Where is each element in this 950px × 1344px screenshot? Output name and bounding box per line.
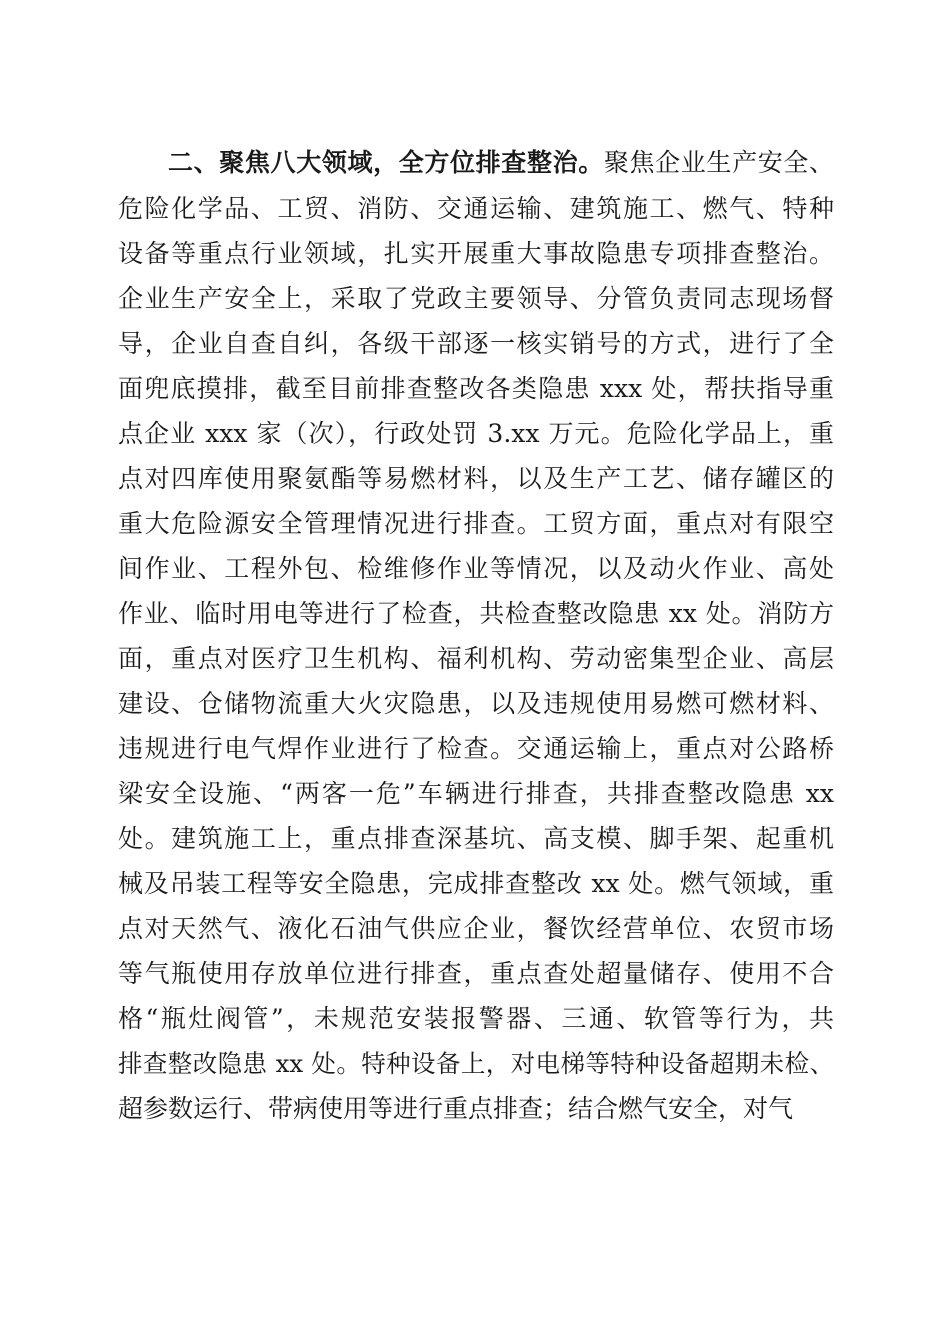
paragraph-line-17: 械及吊装工程等安全隐患，完成排查整改 xx 处。燃气领域，重 (118, 869, 834, 898)
paragraph-line-14: 违规进行电气焊作业进行了检查。交通运输上，重点对公路桥 (118, 734, 834, 763)
paragraph-line-8: 点对四库使用聚氨酯等易燃材料，以及生产工艺、储存罐区的 (118, 464, 834, 493)
paragraph-line-3: 设备等重点行业领域，扎实开展重大事故隐患专项排查整治。 (118, 239, 834, 268)
paragraph-line-10: 间作业、工程外包、检维修作业等情况，以及动火作业、高处 (118, 554, 834, 583)
paragraph-line-7: 点企业 xxx 家（次），行政处罚 3.xx 万元。危险化学品上，重 (118, 419, 834, 448)
paragraph-line-13: 建设、仓储物流重大火灾隐患，以及违规使用易燃可燃材料、 (118, 689, 834, 718)
paragraph-line-5: 导，企业自查自纠，各级干部逐一核实销号的方式，进行了全 (118, 329, 834, 358)
paragraph-line-2: 危险化学品、工贸、消防、交通运输、建筑施工、燃气、特种 (118, 194, 834, 223)
paragraph-line-18: 点对天然气、液化石油气供应企业，餐饮经营单位、农贸市场 (118, 914, 834, 943)
paragraph-line-6: 面兜底摸排，截至目前排查整改各类隐患 xxx 处，帮扶指导重 (118, 374, 834, 403)
section-heading: 二、聚焦八大领域，全方位排查整治。 (168, 148, 604, 177)
paragraph-line-16: 处。建筑施工上，重点排查深基坑、高支模、脚手架、起重机 (118, 824, 834, 853)
paragraph-line-11: 作业、临时用电等进行了检查，共检查整改隐患 xx 处。消防方 (118, 599, 834, 628)
paragraph-line-12: 面，重点对医疗卫生机构、福利机构、劳动密集型企业、高层 (118, 644, 834, 673)
paragraph-line-20: 格“瓶灶阀管”，未规范安装报警器、三通、软管等行为，共 (118, 1004, 834, 1033)
paragraph-line-15: 梁安全设施、“两客一危”车辆进行排查，共排查整改隐患 xx (118, 779, 834, 808)
paragraph-line-22: 超参数运行、带病使用等进行重点排查；结合燃气安全，对气 (118, 1094, 794, 1123)
paragraph-line-4: 企业生产安全上，采取了党政主要领导、分管负责同志现场督 (118, 284, 834, 313)
paragraph-text: 聚焦企业生产安全、 (603, 148, 834, 177)
paragraph-line-9: 重大危险源安全管理情况进行排查。工贸方面，重点对有限空 (118, 509, 834, 538)
paragraph-line-1 (168, 140, 834, 185)
paragraph-line-21: 排查整改隐患 xx 处。特种设备上，对电梯等特种设备超期未检、 (118, 1049, 834, 1078)
paragraph-line-19: 等气瓶使用存放单位进行排查，重点查处超量储存、使用不合 (118, 959, 834, 988)
